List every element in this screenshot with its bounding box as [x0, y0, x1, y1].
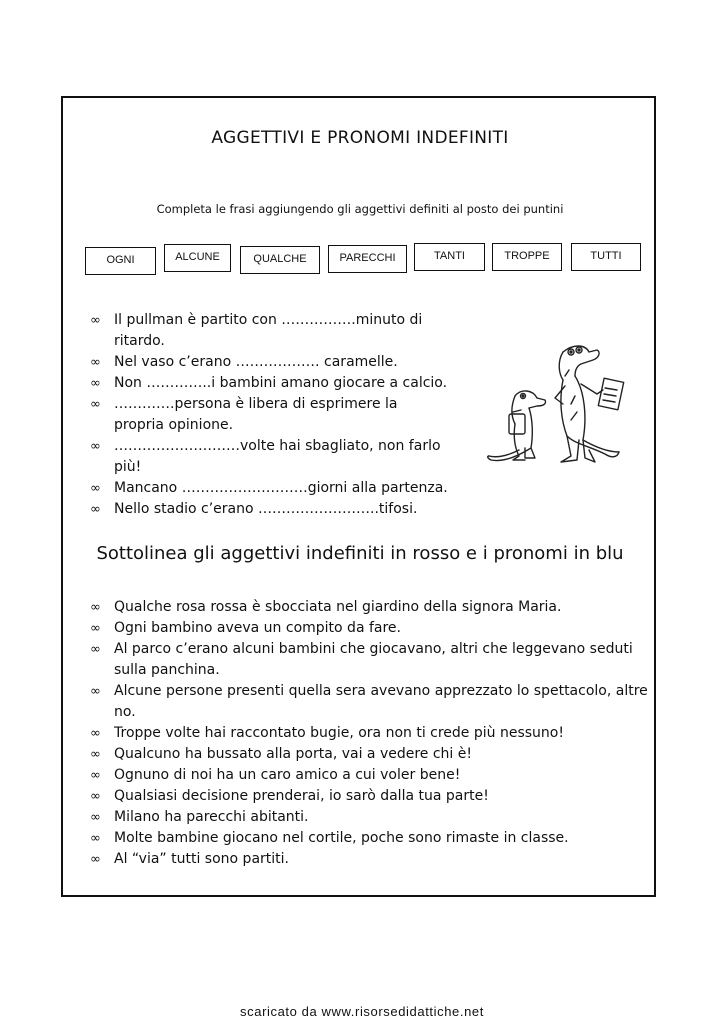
infinity-bullet-icon: ∞ [90, 313, 101, 328]
section-heading: Sottolinea gli aggettivi indefiniti in rosso e i pronomi in blu [96, 543, 624, 564]
infinity-bullet-icon: ∞ [90, 831, 101, 846]
list-item: ∞ Al “via” tutti sono partiti. [90, 849, 650, 870]
infinity-bullet-icon: ∞ [90, 600, 101, 615]
word-box-tutti: TUTTI [571, 243, 641, 271]
list-item: ∞ Non …………..i bambini amano giocare a calcio. [90, 373, 450, 394]
list-item: ∞ Il pullman è partito con …………….minuto di ritardo. [90, 312, 423, 349]
infinity-bullet-icon: ∞ [90, 439, 101, 454]
list-item: ∞ Al parco c’erano alcuni bambini che giocavano, altri che leggevano seduti sulla panchina. [90, 641, 633, 678]
infinity-bullet-icon: ∞ [90, 747, 101, 762]
list-item: ∞ Qualsiasi decisione prenderai, io sarò dalla tua parte! [90, 786, 650, 807]
list-item: ∞ ………….persona è libera di esprimere la propria opinione. [90, 396, 398, 433]
infinity-bullet-icon: ∞ [90, 642, 101, 657]
list-item: ∞ Troppe volte hai raccontato bugie, ora non ti crede più nessuno! [90, 723, 650, 744]
footer-source-text: scaricato da www.risorsedidattiche.net [240, 1004, 484, 1019]
word-box-alcune: ALCUNE [164, 244, 231, 272]
infinity-bullet-icon: ∞ [90, 684, 101, 699]
word-box-tanti: TANTI [414, 243, 485, 271]
infinity-bullet-icon: ∞ [90, 621, 101, 636]
fill-in-list [90, 310, 450, 520]
underline-list [90, 597, 650, 870]
list-item: ∞ Nel vaso c’erano ……………… caramelle. [90, 352, 450, 373]
list-item: ∞ Alcune persone presenti quella sera avevano apprezzato lo spettacolo, altre no. [90, 683, 648, 720]
infinity-bullet-icon: ∞ [90, 768, 101, 783]
list-item: ∞ Nello stadio c’erano ……………………..tifosi. [90, 499, 450, 520]
word-box-ogni: OGNI [85, 247, 156, 275]
crocodiles-illustration [485, 340, 630, 470]
worksheet-title: AGGETTIVI E PRONOMI INDEFINITI [211, 128, 509, 148]
infinity-bullet-icon: ∞ [90, 481, 101, 496]
list-item: ∞ Ogni bambino aveva un compito da fare. [90, 618, 650, 639]
infinity-bullet-icon: ∞ [90, 852, 101, 867]
list-item: ∞ ………………………volte hai sbagliato, non farlo più! [90, 438, 441, 475]
infinity-bullet-icon: ∞ [90, 502, 101, 517]
infinity-bullet-icon: ∞ [90, 726, 101, 741]
list-item: ∞ Ognuno di noi ha un caro amico a cui voler bene! [90, 765, 650, 786]
list-item: ∞ Qualche rosa rossa è sbocciata nel giardino della signora Maria. [90, 597, 650, 618]
infinity-bullet-icon: ∞ [90, 355, 101, 370]
infinity-bullet-icon: ∞ [90, 397, 101, 412]
infinity-bullet-icon: ∞ [90, 376, 101, 391]
word-box-parecchi: PARECCHI [328, 245, 407, 273]
list-item: ∞ Milano ha parecchi abitanti. [90, 807, 650, 828]
infinity-bullet-icon: ∞ [90, 789, 101, 804]
instruction-text: Completa le frasi aggiungendo gli aggettivi definiti al posto dei puntini [156, 202, 564, 216]
word-box-troppe: TROPPE [492, 243, 562, 271]
list-item: ∞ Qualcuno ha bussato alla porta, vai a vedere chi è! [90, 744, 650, 765]
infinity-bullet-icon: ∞ [90, 810, 101, 825]
word-box-qualche: QUALCHE [240, 246, 320, 274]
list-item: ∞ Molte bambine giocano nel cortile, poche sono rimaste in classe. [90, 828, 650, 849]
list-item: ∞ Mancano ………………………giorni alla partenza. [90, 478, 450, 499]
